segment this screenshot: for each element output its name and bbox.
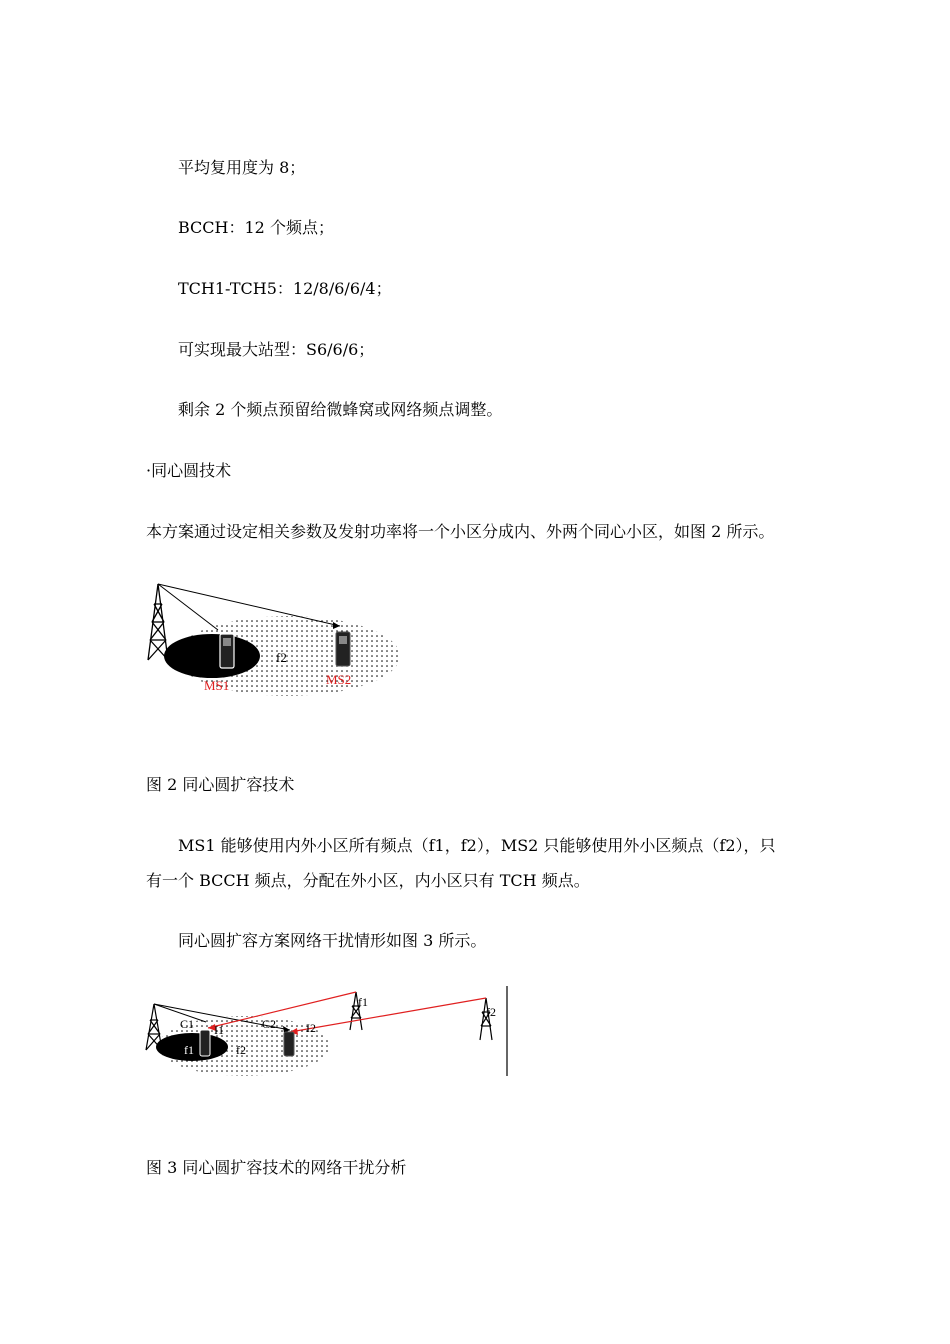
label-outer-f2: f2 [236,1043,246,1057]
paragraph-remaining: 剩余 2 个频点预留给微蜂窝或网络频点调整。 [178,400,503,419]
label-i1: I1 [214,1023,224,1037]
ms2-phone-icon [336,632,350,666]
paragraph-site-type: 可实现最大站型：S6/6/6； [178,340,375,359]
label-tower-f1: f1 [358,995,368,1009]
paragraph-concentric-intro: 本方案通过设定相关参数及发射功率将一个小区分成内、外两个同心小区，如图 2 所示。 [146,522,775,541]
figure-2-caption: 图 2 同心圆扩容技术 [146,775,295,794]
figure-2-diagram [140,574,410,704]
paragraph-tch: TCH1-TCH5：12/8/6/6/4； [178,279,392,298]
paragraph-interference-intro: 同心圆扩容方案网络干扰情形如图 3 所示。 [178,931,487,950]
paragraph-bcch: BCCH：12 个频点； [178,218,334,237]
label-f2: f2 [276,650,287,665]
ms1-phone-icon [200,1030,210,1056]
ms1-phone-icon [220,634,234,668]
label-inner-f1: f1 [184,1043,194,1057]
label-f1: f1 [202,650,213,665]
label-tower-f2: f2 [486,1005,496,1019]
ms2-phone-icon [284,1032,294,1056]
label-ms1: MS1 [204,678,230,693]
label-c1: C1 [180,1017,195,1031]
label-i2: I2 [306,1021,316,1035]
base-station-tower-icon [148,584,168,660]
label-ms2: MS2 [326,672,352,687]
figure-3-diagram [140,984,515,1080]
figure-3-caption: 图 3 同心圆扩容技术的网络干扰分析 [146,1158,407,1177]
paragraph-ms-usage-line1: MS1 能够使用内外小区所有频点（f1，f2），MS2 只能够使用外小区频点（f2），只 [178,836,776,855]
paragraph-reuse: 平均复用度为 8； [178,158,306,177]
paragraph-ms-usage-line2: 有一个 BCCH 频点，分配在外小区，内小区只有 TCH 频点。 [146,871,590,890]
section-title: ·同心圆技术 [146,461,232,480]
label-c2: C2 [262,1017,277,1031]
